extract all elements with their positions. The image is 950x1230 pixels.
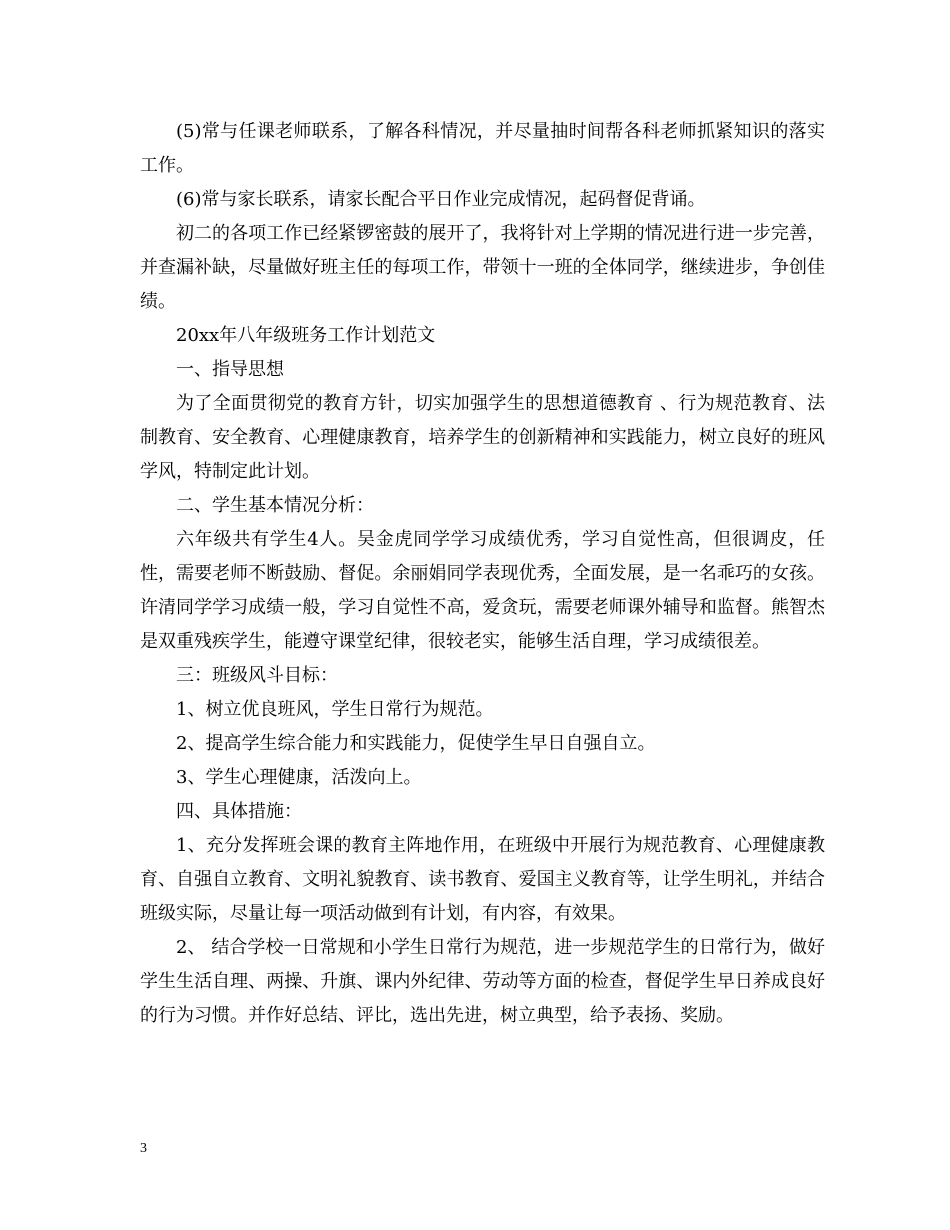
paragraph-summary: 初二的各项工作已经紧锣密鼓的展开了，我将针对上学期的情况进行进一步完善，并查漏补缺，尽量做好班主任的每项工作，带领十一班的全体同学，继续进步，争创佳绩。 bbox=[140, 223, 825, 312]
goal-item-1: 1、树立优良班风，学生日常行为规范。 bbox=[176, 699, 494, 720]
measure-item-1: 1、充分发挥班会课的教育主阵地作用，在班级中开展行为规范教育、心理健康教育、自强自立教育、文明礼貌教育、读书教育、爱国主义教育等，让学生明礼，并结合班级实际，尽量让每一项活动做到有计划，有内容，有效果。 bbox=[140, 835, 825, 924]
section-title: 20xx年八年级班务工作计划范文 bbox=[176, 325, 436, 346]
heading-guiding-thought: 一、指导思想 bbox=[176, 359, 284, 380]
goal-item-2: 2、提高学生综合能力和实践能力，促使学生早日自强自立。 bbox=[176, 733, 656, 754]
measure-item-2: 2、 结合学校一日常规和小学生日常行为规范，进一步规范学生的日常行为，做好学生生活自理、两操、升旗、课内外纪律、劳动等方面的检查，督促学生早日养成良好的行为习惯。并作好总结、评比，选出先进，树立典型，给予表扬、奖励。 bbox=[140, 937, 825, 1026]
heading-class-goals: 三：班级风斗目标： bbox=[176, 665, 338, 686]
heading-measures: 四、具体措施： bbox=[176, 801, 302, 822]
page-number: 3 bbox=[140, 1141, 147, 1156]
paragraph-item-6: (6)常与家长联系，请家长配合平日作业完成情况，起码督促背诵。 bbox=[176, 189, 706, 210]
document-body bbox=[140, 115, 825, 1033]
goal-item-3: 3、学生心理健康，活泼向上。 bbox=[176, 767, 422, 788]
paragraph-guiding-thought: 为了全面贯彻党的教育方针，切实加强学生的思想道德教育 、行为规范教育、法制教育、安全教育、心理健康教育，培养学生的创新精神和实践能力，树立良好的班风学风，特制定此计划。 bbox=[140, 393, 825, 482]
paragraph-student-analysis: 六年级共有学生4人。吴金虎同学学习成绩优秀，学习自觉性高，但很调皮，任性，需要老师不断鼓励、督促。余丽娟同学表现优秀，全面发展，是一名乖巧的女孩。许清同学学习成绩一般，学习自觉性不高，爱贪玩，需要老师课外辅导和监督。熊智杰是双重残疾学生，能遵守课堂纪律，很较老实，能够生活自理，学习成绩很差。 bbox=[140, 529, 825, 652]
paragraph-item-5: (5)常与任课老师联系，了解各科情况，并尽量抽时间帮各科老师抓紧知识的落实工作。 bbox=[140, 121, 825, 176]
heading-student-analysis: 二、学生基本情况分析： bbox=[176, 495, 374, 516]
